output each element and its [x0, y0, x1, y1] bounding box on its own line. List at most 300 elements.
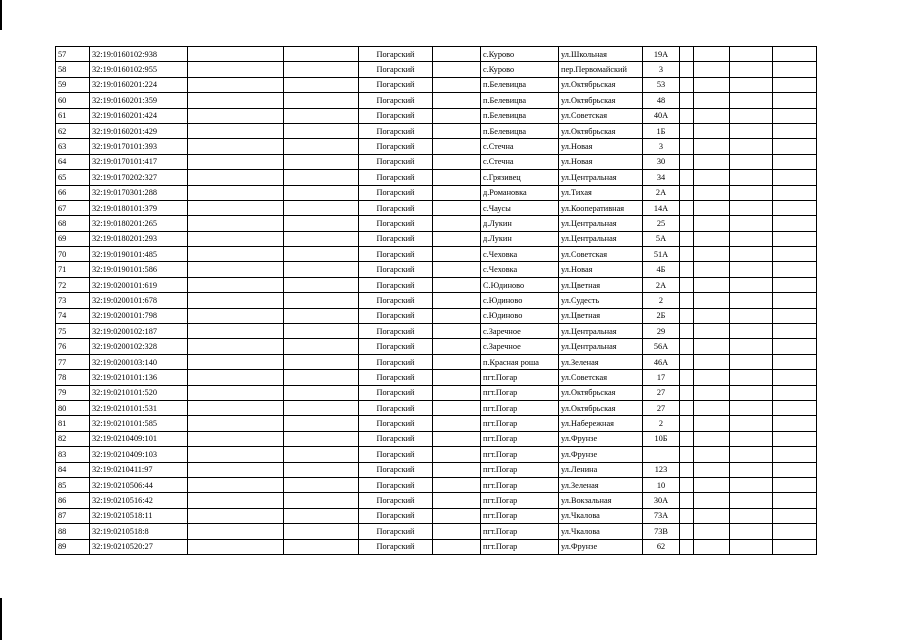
scan-edge-bottom [0, 598, 2, 640]
table-row [56, 385, 817, 400]
empty-cell [694, 123, 730, 138]
house-number: 2А [643, 185, 680, 200]
cadastral-number: 32:19:0190101:485 [90, 247, 188, 262]
empty-cell [188, 277, 284, 292]
row-number: 69 [56, 231, 90, 246]
empty-cell [694, 62, 730, 77]
empty-cell [680, 462, 694, 477]
row-number: 57 [56, 47, 90, 62]
empty-cell [680, 170, 694, 185]
district-name: Погарский [359, 170, 433, 185]
locality-name: п.Белевицва [481, 123, 559, 138]
empty-cell [188, 524, 284, 539]
house-number: 30 [643, 154, 680, 169]
house-number: 48 [643, 93, 680, 108]
empty-cell [188, 185, 284, 200]
empty-cell [694, 462, 730, 477]
empty-cell [188, 308, 284, 323]
empty-cell [433, 200, 481, 215]
empty-cell [188, 108, 284, 123]
locality-name: пгт.Погар [481, 508, 559, 523]
empty-cell [284, 354, 359, 369]
locality-name: с.Чеховка [481, 247, 559, 262]
empty-cell [773, 47, 817, 62]
locality-name: д.Лукин [481, 216, 559, 231]
row-number: 79 [56, 385, 90, 400]
empty-cell [188, 123, 284, 138]
house-number: 30А [643, 493, 680, 508]
empty-cell [773, 354, 817, 369]
empty-cell [284, 93, 359, 108]
empty-cell [730, 170, 773, 185]
empty-cell [730, 477, 773, 492]
house-number: 27 [643, 385, 680, 400]
house-number: 4Б [643, 262, 680, 277]
empty-cell [284, 431, 359, 446]
empty-cell [188, 293, 284, 308]
empty-cell [773, 277, 817, 292]
empty-cell [680, 431, 694, 446]
empty-cell [694, 108, 730, 123]
street-name: ул.Октябрьская [559, 123, 643, 138]
house-number: 2 [643, 293, 680, 308]
cadastral-number: 32:19:0160201:224 [90, 77, 188, 92]
empty-cell [773, 539, 817, 554]
empty-cell [694, 354, 730, 369]
row-number: 87 [56, 508, 90, 523]
row-number: 75 [56, 324, 90, 339]
empty-cell [188, 462, 284, 477]
empty-cell [433, 139, 481, 154]
empty-cell [694, 370, 730, 385]
empty-cell [730, 277, 773, 292]
empty-cell [188, 477, 284, 492]
empty-cell [730, 47, 773, 62]
table-row [56, 324, 817, 339]
street-name: ул.Набережная [559, 416, 643, 431]
house-number: 10 [643, 477, 680, 492]
empty-cell [773, 431, 817, 446]
empty-cell [284, 47, 359, 62]
empty-cell [188, 324, 284, 339]
empty-cell [433, 354, 481, 369]
cadastral-number: 32:19:0200101:798 [90, 308, 188, 323]
empty-cell [433, 154, 481, 169]
cadastral-number: 32:19:0210411:97 [90, 462, 188, 477]
table-row [56, 139, 817, 154]
street-name: ул.Вокзальная [559, 493, 643, 508]
district-name: Погарский [359, 539, 433, 554]
cadastral-number: 32:19:0210518:8 [90, 524, 188, 539]
cadastral-number: 32:19:0160102:938 [90, 47, 188, 62]
empty-cell [284, 524, 359, 539]
empty-cell [433, 493, 481, 508]
street-name: ул.Фрунзе [559, 539, 643, 554]
empty-cell [694, 93, 730, 108]
row-number: 70 [56, 247, 90, 262]
empty-cell [694, 308, 730, 323]
district-name: Погарский [359, 216, 433, 231]
empty-cell [284, 170, 359, 185]
empty-cell [680, 123, 694, 138]
row-number: 89 [56, 539, 90, 554]
house-number: 46А [643, 354, 680, 369]
scan-edge-top [0, 0, 2, 30]
row-number: 74 [56, 308, 90, 323]
locality-name: пгт.Погар [481, 431, 559, 446]
empty-cell [773, 324, 817, 339]
cadastral-number: 32:19:0190101:586 [90, 262, 188, 277]
empty-cell [694, 400, 730, 415]
empty-cell [694, 416, 730, 431]
table-row [56, 200, 817, 215]
empty-cell [730, 508, 773, 523]
cadastral-number: 32:19:0210409:103 [90, 447, 188, 462]
locality-name: с.Грязивец [481, 170, 559, 185]
table-row [56, 154, 817, 169]
empty-cell [773, 308, 817, 323]
empty-cell [680, 539, 694, 554]
row-number: 71 [56, 262, 90, 277]
empty-cell [773, 262, 817, 277]
empty-cell [694, 385, 730, 400]
locality-name: с.Стечна [481, 154, 559, 169]
street-name: ул.Центральная [559, 231, 643, 246]
cadastral-number: 32:19:0200103:140 [90, 354, 188, 369]
table-row [56, 477, 817, 492]
locality-name: д.Лукин [481, 231, 559, 246]
empty-cell [773, 524, 817, 539]
street-name: ул.Школьная [559, 47, 643, 62]
empty-cell [188, 231, 284, 246]
street-name: ул.Чкалова [559, 524, 643, 539]
district-name: Погарский [359, 93, 433, 108]
empty-cell [680, 308, 694, 323]
empty-cell [284, 231, 359, 246]
table-row [56, 524, 817, 539]
row-number: 64 [56, 154, 90, 169]
house-number: 62 [643, 539, 680, 554]
house-number: 17 [643, 370, 680, 385]
district-name: Погарский [359, 416, 433, 431]
locality-name: пгт.Погар [481, 385, 559, 400]
empty-cell [730, 185, 773, 200]
empty-cell [694, 185, 730, 200]
empty-cell [188, 139, 284, 154]
district-name: Погарский [359, 447, 433, 462]
empty-cell [773, 400, 817, 415]
house-number: 27 [643, 400, 680, 415]
empty-cell [680, 262, 694, 277]
district-name: Погарский [359, 370, 433, 385]
row-number: 60 [56, 93, 90, 108]
empty-cell [284, 185, 359, 200]
empty-cell [433, 416, 481, 431]
table-row [56, 354, 817, 369]
empty-cell [680, 524, 694, 539]
empty-cell [433, 308, 481, 323]
table-row [56, 231, 817, 246]
row-number: 84 [56, 462, 90, 477]
street-name: ул.Зеленая [559, 477, 643, 492]
table-row [56, 62, 817, 77]
empty-cell [694, 539, 730, 554]
empty-cell [284, 416, 359, 431]
empty-cell [773, 462, 817, 477]
empty-cell [433, 385, 481, 400]
property-registry-table [55, 46, 817, 555]
street-name: ул.Октябрьская [559, 93, 643, 108]
table-row [56, 123, 817, 138]
empty-cell [730, 123, 773, 138]
cadastral-number: 32:19:0200101:619 [90, 277, 188, 292]
row-number: 80 [56, 400, 90, 415]
cadastral-number: 32:19:0160102:955 [90, 62, 188, 77]
empty-cell [188, 447, 284, 462]
empty-cell [188, 539, 284, 554]
row-number: 77 [56, 354, 90, 369]
empty-cell [284, 339, 359, 354]
cadastral-number: 32:19:0210101:585 [90, 416, 188, 431]
empty-cell [433, 524, 481, 539]
street-name: ул.Зеленая [559, 354, 643, 369]
locality-name: пгт.Погар [481, 462, 559, 477]
cadastral-number: 32:19:0210516:42 [90, 493, 188, 508]
empty-cell [730, 339, 773, 354]
empty-cell [773, 123, 817, 138]
empty-cell [188, 339, 284, 354]
street-name: ул.Фрунзе [559, 447, 643, 462]
table-row [56, 339, 817, 354]
empty-cell [284, 62, 359, 77]
empty-cell [773, 154, 817, 169]
street-name: ул.Ленина [559, 462, 643, 477]
empty-cell [433, 185, 481, 200]
empty-cell [433, 324, 481, 339]
empty-cell [680, 324, 694, 339]
empty-cell [730, 293, 773, 308]
empty-cell [680, 400, 694, 415]
district-name: Погарский [359, 277, 433, 292]
empty-cell [433, 47, 481, 62]
district-name: Погарский [359, 77, 433, 92]
empty-cell [773, 93, 817, 108]
locality-name: с.Стечна [481, 139, 559, 154]
locality-name: п.Красная роша [481, 354, 559, 369]
empty-cell [773, 108, 817, 123]
house-number: 29 [643, 324, 680, 339]
empty-cell [433, 447, 481, 462]
empty-cell [433, 93, 481, 108]
house-number: 2А [643, 277, 680, 292]
empty-cell [730, 231, 773, 246]
cadastral-number: 32:19:0170301:288 [90, 185, 188, 200]
row-number: 85 [56, 477, 90, 492]
empty-cell [680, 416, 694, 431]
table-row [56, 447, 817, 462]
locality-name: п.Белевицва [481, 108, 559, 123]
empty-cell [433, 539, 481, 554]
empty-cell [433, 108, 481, 123]
empty-cell [694, 493, 730, 508]
empty-cell [694, 170, 730, 185]
district-name: Погарский [359, 62, 433, 77]
house-number: 40А [643, 108, 680, 123]
empty-cell [680, 277, 694, 292]
empty-cell [773, 339, 817, 354]
empty-cell [730, 262, 773, 277]
district-name: Погарский [359, 139, 433, 154]
empty-cell [680, 77, 694, 92]
district-name: Погарский [359, 354, 433, 369]
empty-cell [680, 493, 694, 508]
empty-cell [284, 370, 359, 385]
empty-cell [773, 77, 817, 92]
district-name: Погарский [359, 200, 433, 215]
street-name: ул.Кооперативная [559, 200, 643, 215]
empty-cell [680, 477, 694, 492]
empty-cell [680, 385, 694, 400]
house-number: 34 [643, 170, 680, 185]
empty-cell [730, 539, 773, 554]
empty-cell [284, 200, 359, 215]
street-name: ул.Центральная [559, 170, 643, 185]
locality-name: пгт.Погар [481, 370, 559, 385]
locality-name: с.Заречное [481, 324, 559, 339]
empty-cell [433, 431, 481, 446]
street-name: ул.Судесть [559, 293, 643, 308]
empty-cell [730, 416, 773, 431]
row-number: 68 [56, 216, 90, 231]
empty-cell [730, 139, 773, 154]
district-name: Погарский [359, 524, 433, 539]
empty-cell [694, 247, 730, 262]
street-name: ул.Новая [559, 154, 643, 169]
table-row [56, 47, 817, 62]
house-number: 19А [643, 47, 680, 62]
row-number: 72 [56, 277, 90, 292]
district-name: Погарский [359, 47, 433, 62]
empty-cell [694, 431, 730, 446]
street-name: ул.Цветная [559, 308, 643, 323]
empty-cell [680, 339, 694, 354]
district-name: Погарский [359, 431, 433, 446]
empty-cell [188, 431, 284, 446]
cadastral-number: 32:19:0200101:678 [90, 293, 188, 308]
empty-cell [730, 308, 773, 323]
empty-cell [680, 247, 694, 262]
locality-name: с.Чеховка [481, 262, 559, 277]
empty-cell [284, 400, 359, 415]
house-number: 5А [643, 231, 680, 246]
empty-cell [773, 477, 817, 492]
row-number: 86 [56, 493, 90, 508]
empty-cell [694, 447, 730, 462]
district-name: Погарский [359, 293, 433, 308]
house-number: 14А [643, 200, 680, 215]
table-row [56, 308, 817, 323]
empty-cell [433, 216, 481, 231]
empty-cell [730, 324, 773, 339]
empty-cell [680, 231, 694, 246]
house-number: 1Б [643, 123, 680, 138]
locality-name: пгт.Погар [481, 493, 559, 508]
empty-cell [284, 293, 359, 308]
empty-cell [188, 400, 284, 415]
table-row [56, 293, 817, 308]
locality-name: пгт.Погар [481, 539, 559, 554]
cadastral-number: 32:19:0210101:520 [90, 385, 188, 400]
locality-name: пгт.Погар [481, 416, 559, 431]
empty-cell [694, 231, 730, 246]
empty-cell [694, 77, 730, 92]
empty-cell [694, 524, 730, 539]
empty-cell [433, 277, 481, 292]
empty-cell [773, 200, 817, 215]
empty-cell [730, 247, 773, 262]
empty-cell [694, 47, 730, 62]
empty-cell [773, 216, 817, 231]
district-name: Погарский [359, 185, 433, 200]
empty-cell [284, 216, 359, 231]
row-number: 62 [56, 123, 90, 138]
row-number: 82 [56, 431, 90, 446]
house-number: 3 [643, 62, 680, 77]
empty-cell [730, 370, 773, 385]
row-number: 67 [56, 200, 90, 215]
table-row [56, 462, 817, 477]
locality-name: с.Заречное [481, 339, 559, 354]
locality-name: с.Курово [481, 47, 559, 62]
empty-cell [680, 154, 694, 169]
empty-cell [188, 170, 284, 185]
locality-name: пгт.Погар [481, 524, 559, 539]
house-number [643, 447, 680, 462]
empty-cell [284, 508, 359, 523]
empty-cell [284, 262, 359, 277]
empty-cell [680, 93, 694, 108]
empty-cell [284, 154, 359, 169]
district-name: Погарский [359, 493, 433, 508]
house-number: 53 [643, 77, 680, 92]
house-number: 10Б [643, 431, 680, 446]
locality-name: с.Курово [481, 62, 559, 77]
empty-cell [680, 200, 694, 215]
row-number: 78 [56, 370, 90, 385]
house-number: 51А [643, 247, 680, 262]
cadastral-number: 32:19:0170101:417 [90, 154, 188, 169]
empty-cell [188, 77, 284, 92]
street-name: ул.Центральная [559, 324, 643, 339]
empty-cell [680, 185, 694, 200]
house-number: 2Б [643, 308, 680, 323]
empty-cell [730, 77, 773, 92]
empty-cell [694, 293, 730, 308]
row-number: 58 [56, 62, 90, 77]
empty-cell [433, 77, 481, 92]
district-name: Погарский [359, 462, 433, 477]
empty-cell [773, 293, 817, 308]
district-name: Погарский [359, 477, 433, 492]
empty-cell [730, 431, 773, 446]
house-number: 56А [643, 339, 680, 354]
district-name: Погарский [359, 324, 433, 339]
house-number: 73В [643, 524, 680, 539]
empty-cell [694, 139, 730, 154]
empty-cell [730, 354, 773, 369]
empty-cell [433, 231, 481, 246]
empty-cell [694, 216, 730, 231]
